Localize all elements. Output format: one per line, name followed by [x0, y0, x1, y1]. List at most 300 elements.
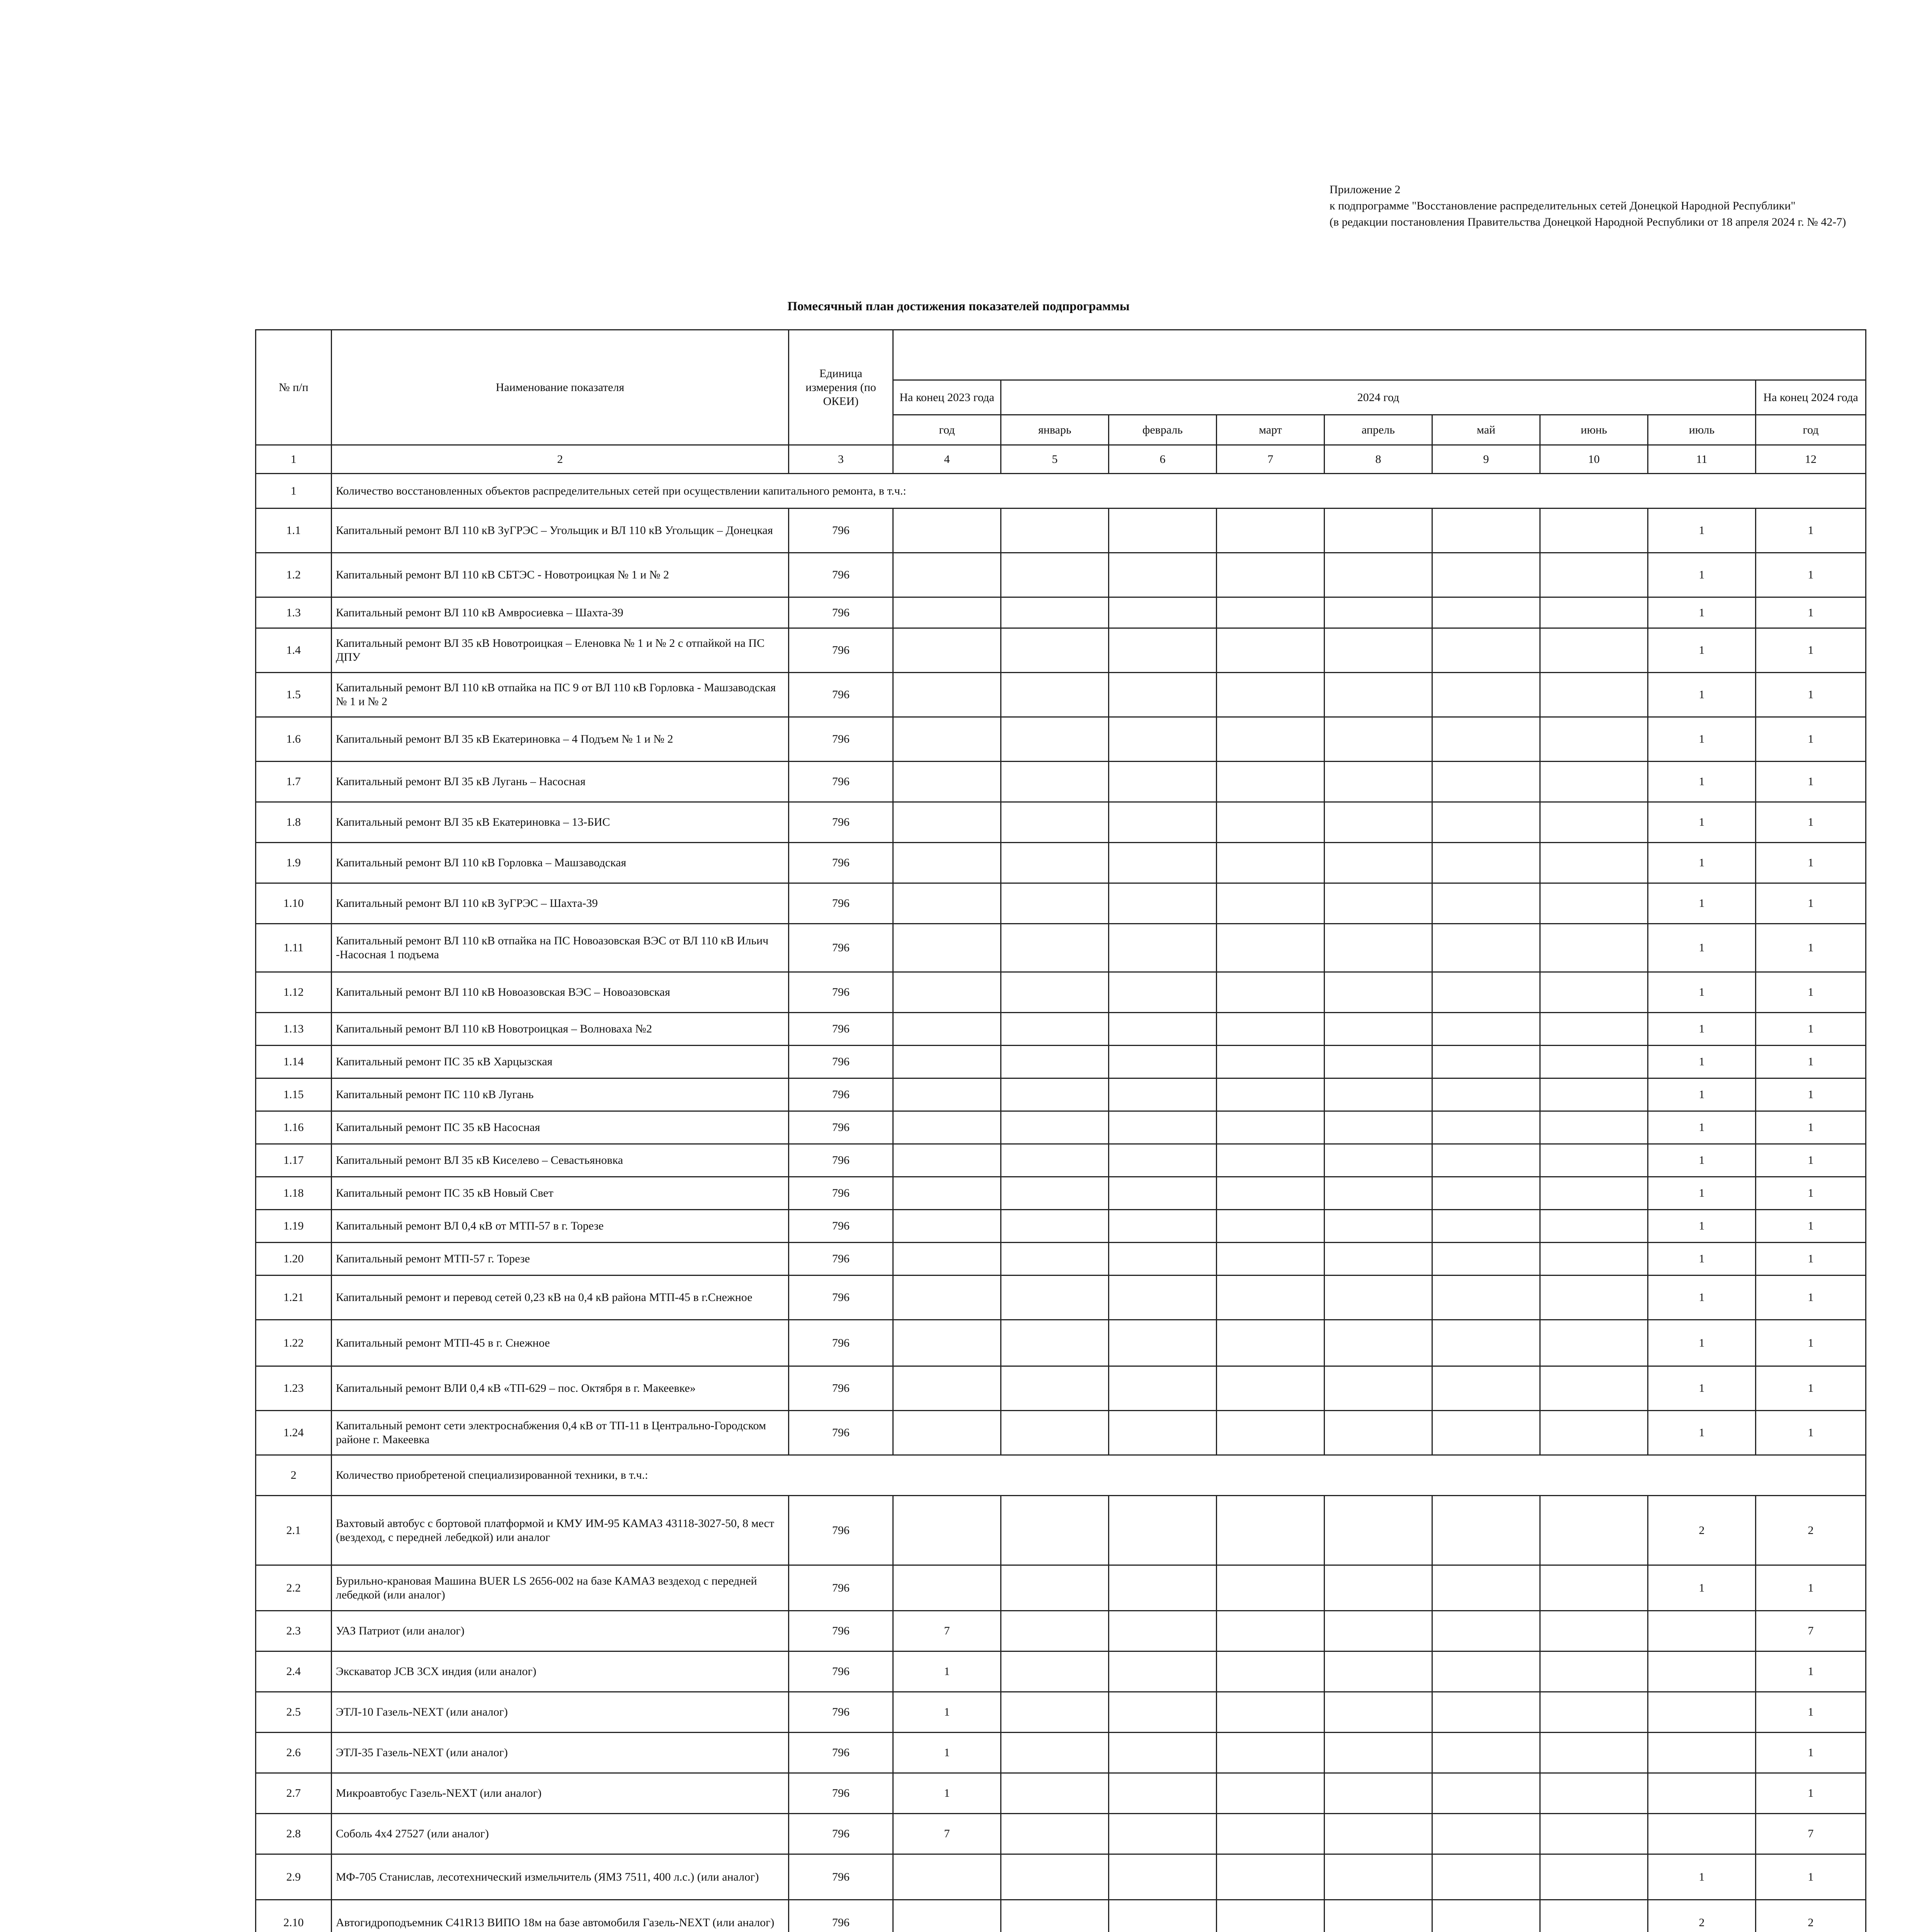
value-jun	[1540, 717, 1648, 762]
row-number: 1.14	[256, 1046, 332, 1078]
value-jan	[1001, 1900, 1109, 1932]
value-feb	[1109, 717, 1217, 762]
value-jul: 1	[1648, 1320, 1756, 1366]
header-month-jan: январь	[1001, 415, 1109, 445]
row-number: 1.22	[256, 1320, 332, 1366]
value-apr	[1325, 1320, 1432, 1366]
value-end-2023	[893, 1177, 1001, 1210]
value-jan	[1001, 1243, 1109, 1276]
value-feb	[1109, 1814, 1217, 1854]
value-mar	[1217, 1013, 1325, 1046]
row-number: 2.4	[256, 1651, 332, 1692]
value-end-2023	[893, 1013, 1001, 1046]
value-mar	[1217, 1854, 1325, 1900]
value-end-2024: 2	[1756, 1496, 1866, 1565]
value-feb	[1109, 628, 1217, 673]
value-end-2023	[893, 628, 1001, 673]
value-mar	[1217, 802, 1325, 843]
indicator-name: Капитальный ремонт ВЛ 110 кВ ЗуГРЭС – Шахта-39	[332, 883, 789, 924]
value-end-2023	[893, 673, 1001, 717]
row-number: 1.3	[256, 597, 332, 628]
value-end-2023	[893, 553, 1001, 597]
value-jan	[1001, 673, 1109, 717]
value-jan	[1001, 802, 1109, 843]
indicator-row	[256, 1243, 1866, 1276]
value-end-2024: 1	[1756, 1366, 1866, 1411]
value-jul: 1	[1648, 553, 1756, 597]
value-jan	[1001, 1046, 1109, 1078]
value-jun	[1540, 1013, 1648, 1046]
indicator-name: Автогидроподъемник С41R13 ВИПО 18м на базе автомобиля Газель-NEXT (или аналог)	[332, 1900, 789, 1932]
value-may	[1432, 1496, 1540, 1565]
indicator-name: Микроавтобус Газель-NEXT (или аналог)	[332, 1773, 789, 1814]
unit-code: 796	[789, 1177, 893, 1210]
indicator-row	[256, 1565, 1866, 1611]
indicator-row	[256, 1733, 1866, 1773]
value-jun	[1540, 802, 1648, 843]
value-may	[1432, 972, 1540, 1013]
value-end-2024: 1	[1756, 1320, 1866, 1366]
indicator-row	[256, 1651, 1866, 1692]
value-jan	[1001, 843, 1109, 883]
value-mar	[1217, 1177, 1325, 1210]
value-end-2023	[893, 1210, 1001, 1243]
indicator-name: Капитальный ремонт ВЛ 35 кВ Лугань – Насосная	[332, 762, 789, 802]
unit-code: 796	[789, 1900, 893, 1932]
indicator-name: ЭТЛ-35 Газель-NEXT (или аналог)	[332, 1733, 789, 1773]
value-apr	[1325, 628, 1432, 673]
value-may	[1432, 1320, 1540, 1366]
value-jul: 2	[1648, 1496, 1756, 1565]
row-number: 1.13	[256, 1013, 332, 1046]
value-jul: 1	[1648, 1177, 1756, 1210]
value-jul: 1	[1648, 673, 1756, 717]
value-may	[1432, 1046, 1540, 1078]
value-feb	[1109, 924, 1217, 972]
column-number: 2	[332, 445, 789, 474]
value-mar	[1217, 1210, 1325, 1243]
value-mar	[1217, 1733, 1325, 1773]
value-jan	[1001, 1814, 1109, 1854]
value-jul: 1	[1648, 1854, 1756, 1900]
row-number: 2.1	[256, 1496, 332, 1565]
value-apr	[1325, 1013, 1432, 1046]
indicator-row	[256, 1320, 1866, 1366]
row-number: 2.6	[256, 1733, 332, 1773]
value-apr	[1325, 1565, 1432, 1611]
indicator-name: Капитальный ремонт ПС 110 кВ Лугань	[332, 1078, 789, 1111]
value-apr	[1325, 1046, 1432, 1078]
value-mar	[1217, 553, 1325, 597]
section-row	[256, 1455, 1866, 1496]
value-jul: 1	[1648, 597, 1756, 628]
indicator-row	[256, 1210, 1866, 1243]
value-jan	[1001, 972, 1109, 1013]
value-jul: 1	[1648, 972, 1756, 1013]
value-jul: 1	[1648, 843, 1756, 883]
value-end-2023	[893, 802, 1001, 843]
indicator-name: Бурильно-крановая Машина BUER LS 2656-002 на базе КАМАЗ вездеход с передней лебедкой (или аналог)	[332, 1565, 789, 1611]
header-month-jun: июнь	[1540, 415, 1648, 445]
value-end-2023	[893, 1411, 1001, 1455]
unit-code: 796	[789, 1144, 893, 1177]
unit-code: 796	[789, 1210, 893, 1243]
row-number: 1	[256, 474, 332, 509]
value-end-2023	[893, 762, 1001, 802]
indicator-row	[256, 1411, 1866, 1455]
value-jan	[1001, 883, 1109, 924]
value-jul	[1648, 1773, 1756, 1814]
indicator-name: ЭТЛ-10 Газель-NEXT (или аналог)	[332, 1692, 789, 1733]
value-may	[1432, 924, 1540, 972]
value-jul: 1	[1648, 1111, 1756, 1144]
value-may	[1432, 1078, 1540, 1111]
indicator-row	[256, 553, 1866, 597]
value-jun	[1540, 924, 1648, 972]
unit-code: 796	[789, 1565, 893, 1611]
row-number: 1.10	[256, 883, 332, 924]
value-apr	[1325, 1900, 1432, 1932]
value-feb	[1109, 1320, 1217, 1366]
unit-code: 796	[789, 1276, 893, 1320]
unit-code: 796	[789, 673, 893, 717]
value-end-2024: 1	[1756, 1111, 1866, 1144]
value-jan	[1001, 628, 1109, 673]
value-may	[1432, 1814, 1540, 1854]
indicator-row	[256, 1177, 1866, 1210]
indicator-row	[256, 628, 1866, 673]
value-may	[1432, 1210, 1540, 1243]
unit-code: 796	[789, 972, 893, 1013]
value-feb	[1109, 1078, 1217, 1111]
value-end-2024: 1	[1756, 843, 1866, 883]
indicator-row	[256, 1611, 1866, 1651]
value-may	[1432, 553, 1540, 597]
value-may	[1432, 1013, 1540, 1046]
value-jul: 1	[1648, 1078, 1756, 1111]
header-end-2024: На конец 2024 года	[1756, 380, 1866, 415]
appendix-edition: (в редакции постановления Правительства Донецкой Народной Республики от 18 апреля 2024 г. № 42-7)	[1330, 216, 1846, 228]
value-jul: 1	[1648, 1366, 1756, 1411]
value-apr	[1325, 1651, 1432, 1692]
row-number: 1.21	[256, 1276, 332, 1320]
value-may	[1432, 762, 1540, 802]
value-mar	[1217, 717, 1325, 762]
appendix-subprogram: к подпрограмме "Восстановление распределительных сетей Донецкой Народной Республики"	[1330, 199, 1796, 212]
value-feb	[1109, 1177, 1217, 1210]
value-may	[1432, 843, 1540, 883]
value-end-2024: 1	[1756, 717, 1866, 762]
value-mar	[1217, 1078, 1325, 1111]
row-number: 1.18	[256, 1177, 332, 1210]
value-jul: 1	[1648, 1411, 1756, 1455]
unit-code: 796	[789, 1320, 893, 1366]
value-end-2023	[893, 717, 1001, 762]
value-feb	[1109, 1046, 1217, 1078]
row-number: 2.7	[256, 1773, 332, 1814]
value-feb	[1109, 1366, 1217, 1411]
value-apr	[1325, 924, 1432, 972]
value-end-2024: 1	[1756, 1210, 1866, 1243]
value-mar	[1217, 1651, 1325, 1692]
unit-code: 796	[789, 628, 893, 673]
value-may	[1432, 1565, 1540, 1611]
indicator-row	[256, 597, 1866, 628]
value-feb	[1109, 1733, 1217, 1773]
value-end-2024: 1	[1756, 1243, 1866, 1276]
value-jun	[1540, 1177, 1648, 1210]
value-jun	[1540, 628, 1648, 673]
column-number: 3	[789, 445, 893, 474]
value-apr	[1325, 972, 1432, 1013]
value-jan	[1001, 1565, 1109, 1611]
header-month-mar: март	[1217, 415, 1325, 445]
value-jan	[1001, 762, 1109, 802]
row-number: 1.9	[256, 843, 332, 883]
value-may	[1432, 1243, 1540, 1276]
row-number: 1.17	[256, 1144, 332, 1177]
value-mar	[1217, 1366, 1325, 1411]
row-number: 1.16	[256, 1111, 332, 1144]
value-jul: 1	[1648, 1210, 1756, 1243]
value-apr	[1325, 1411, 1432, 1455]
value-jul: 1	[1648, 924, 1756, 972]
indicator-name: Капитальный ремонт ВЛ 110 кВ Амвросиевка – Шахта-39	[332, 597, 789, 628]
value-jul: 1	[1648, 1565, 1756, 1611]
indicator-name: Капитальный ремонт ВЛ 110 кВ Горловка – Машзаводская	[332, 843, 789, 883]
value-jun	[1540, 1733, 1648, 1773]
header-month-feb: февраль	[1109, 415, 1217, 445]
unit-code: 796	[789, 1496, 893, 1565]
value-mar	[1217, 1276, 1325, 1320]
indicator-name: Капитальный ремонт МТП-45 в г. Снежное	[332, 1320, 789, 1366]
unit-code: 796	[789, 1733, 893, 1773]
indicator-row	[256, 1496, 1866, 1565]
indicator-name: Капитальный ремонт ВЛ 110 кВ отпайка на ПС Новоазовская ВЭС от ВЛ 110 кВ Ильич -Насосная 1 подъема	[332, 924, 789, 972]
value-mar	[1217, 883, 1325, 924]
value-may	[1432, 1692, 1540, 1733]
unit-code: 796	[789, 1046, 893, 1078]
value-end-2023	[893, 1496, 1001, 1565]
indicator-row	[256, 843, 1866, 883]
value-mar	[1217, 1565, 1325, 1611]
value-apr	[1325, 1773, 1432, 1814]
value-mar	[1217, 1814, 1325, 1854]
value-jan	[1001, 1773, 1109, 1814]
value-feb	[1109, 1773, 1217, 1814]
unit-code: 796	[789, 762, 893, 802]
value-end-2024: 1	[1756, 673, 1866, 717]
value-feb	[1109, 1276, 1217, 1320]
value-may	[1432, 628, 1540, 673]
value-jan	[1001, 1651, 1109, 1692]
indicator-row	[256, 1111, 1866, 1144]
indicator-row	[256, 1900, 1866, 1932]
value-jan	[1001, 1078, 1109, 1111]
value-may	[1432, 1144, 1540, 1177]
indicator-row	[256, 1854, 1866, 1900]
indicator-row	[256, 1078, 1866, 1111]
value-jun	[1540, 1276, 1648, 1320]
value-jun	[1540, 1078, 1648, 1111]
indicator-name: Капитальный ремонт ПС 35 кВ Новый Свет	[332, 1177, 789, 1210]
section-title: Количество восстановленных объектов распределительных сетей при осуществлении капитального ремонта, в т.ч.:	[332, 474, 1866, 509]
indicator-name: Соболь 4x4 27527 (или аналог)	[332, 1814, 789, 1854]
header-month-may: май	[1432, 415, 1540, 445]
header-month-apr: апрель	[1325, 415, 1432, 445]
value-may	[1432, 1854, 1540, 1900]
row-number: 1.2	[256, 553, 332, 597]
value-mar	[1217, 843, 1325, 883]
document-title: Помесячный план достижения показателей подпрограммы	[787, 299, 1130, 313]
value-jan	[1001, 924, 1109, 972]
unit-code: 796	[789, 1773, 893, 1814]
row-number: 2.3	[256, 1611, 332, 1651]
value-jul: 1	[1648, 1013, 1756, 1046]
value-jul	[1648, 1733, 1756, 1773]
indicator-name: Капитальный ремонт ВЛ 35 кВ Екатериновка – 13-БИС	[332, 802, 789, 843]
row-number: 1.5	[256, 673, 332, 717]
unit-code: 796	[789, 1611, 893, 1651]
row-number: 1.19	[256, 1210, 332, 1243]
indicator-name: Капитальный ремонт ВЛ 110 кВ ЗуГРЭС – Угольщик и ВЛ 110 кВ Угольщик – Донецкая	[332, 509, 789, 553]
value-jan	[1001, 1013, 1109, 1046]
column-number: 11	[1648, 445, 1756, 474]
value-jan	[1001, 509, 1109, 553]
value-feb	[1109, 1496, 1217, 1565]
value-end-2023	[893, 1111, 1001, 1144]
row-number: 2.5	[256, 1692, 332, 1733]
value-apr	[1325, 1144, 1432, 1177]
value-apr	[1325, 802, 1432, 843]
value-may	[1432, 1276, 1540, 1320]
value-mar	[1217, 1111, 1325, 1144]
value-end-2023	[893, 1078, 1001, 1111]
value-jul: 1	[1648, 802, 1756, 843]
value-jun	[1540, 1814, 1648, 1854]
value-apr	[1325, 553, 1432, 597]
value-feb	[1109, 1144, 1217, 1177]
indicator-name: Вахтовый автобус с бортовой платформой и КМУ ИМ-95 КАМАЗ 43118-3027-50, 8 мест (вездеход, с передней лебедкой) или аналог	[332, 1496, 789, 1565]
value-jul: 1	[1648, 717, 1756, 762]
value-may	[1432, 1177, 1540, 1210]
indicator-row	[256, 1692, 1866, 1733]
indicator-row	[256, 883, 1866, 924]
value-jul	[1648, 1611, 1756, 1651]
value-apr	[1325, 1243, 1432, 1276]
value-end-2023: 7	[893, 1611, 1001, 1651]
value-may	[1432, 1900, 1540, 1932]
value-mar	[1217, 762, 1325, 802]
header-god: год	[893, 415, 1001, 445]
value-may	[1432, 509, 1540, 553]
value-end-2023: 7	[893, 1814, 1001, 1854]
value-end-2023: 1	[893, 1773, 1001, 1814]
unit-code: 796	[789, 553, 893, 597]
row-number: 1.15	[256, 1078, 332, 1111]
value-jun	[1540, 1773, 1648, 1814]
value-jun	[1540, 1900, 1648, 1932]
header-blank	[893, 330, 1866, 380]
value-feb	[1109, 1900, 1217, 1932]
value-mar	[1217, 597, 1325, 628]
value-jul	[1648, 1651, 1756, 1692]
value-jul: 1	[1648, 509, 1756, 553]
value-end-2024: 1	[1756, 1854, 1866, 1900]
value-jan	[1001, 1496, 1109, 1565]
value-end-2024: 1	[1756, 1078, 1866, 1111]
row-number: 1.20	[256, 1243, 332, 1276]
value-may	[1432, 717, 1540, 762]
value-jan	[1001, 553, 1109, 597]
value-jun	[1540, 843, 1648, 883]
unit-code: 796	[789, 1078, 893, 1111]
value-may	[1432, 1733, 1540, 1773]
unit-code: 796	[789, 883, 893, 924]
value-mar	[1217, 1411, 1325, 1455]
unit-code: 796	[789, 843, 893, 883]
indicator-row	[256, 673, 1866, 717]
value-jun	[1540, 1411, 1648, 1455]
column-number: 5	[1001, 445, 1109, 474]
indicator-row	[256, 1144, 1866, 1177]
value-feb	[1109, 762, 1217, 802]
header-name: Наименование показателя	[332, 330, 789, 445]
value-feb	[1109, 673, 1217, 717]
value-apr	[1325, 883, 1432, 924]
value-feb	[1109, 802, 1217, 843]
column-number: 10	[1540, 445, 1648, 474]
value-end-2024: 7	[1756, 1611, 1866, 1651]
indicator-name: Капитальный ремонт ВЛ 110 кВ Новоазовская ВЭС – Новоазовская	[332, 972, 789, 1013]
value-apr	[1325, 1366, 1432, 1411]
value-apr	[1325, 1692, 1432, 1733]
unit-code: 796	[789, 1013, 893, 1046]
value-jul: 1	[1648, 628, 1756, 673]
value-jun	[1540, 1210, 1648, 1243]
value-end-2023	[893, 843, 1001, 883]
indicator-name: МФ-705 Станислав, лесотехнический измельчитель (ЯМЗ 7511, 400 л.с.) (или аналог)	[332, 1854, 789, 1900]
plan-table	[255, 329, 1866, 1932]
value-mar	[1217, 972, 1325, 1013]
value-end-2024: 1	[1756, 628, 1866, 673]
unit-code: 796	[789, 1111, 893, 1144]
indicator-name: Капитальный ремонт ВЛ 110 кВ СБТЭС - Новотроицкая № 1 и № 2	[332, 553, 789, 597]
value-jan	[1001, 1411, 1109, 1455]
value-jun	[1540, 1651, 1648, 1692]
row-number: 1.23	[256, 1366, 332, 1411]
row-number: 2.8	[256, 1814, 332, 1854]
value-end-2023	[893, 1243, 1001, 1276]
value-feb	[1109, 1210, 1217, 1243]
value-jan	[1001, 1611, 1109, 1651]
value-may	[1432, 1366, 1540, 1411]
value-end-2024: 1	[1756, 1651, 1866, 1692]
unit-code: 796	[789, 1651, 893, 1692]
value-end-2023	[893, 1320, 1001, 1366]
value-may	[1432, 1611, 1540, 1651]
value-jul: 1	[1648, 762, 1756, 802]
value-end-2024: 1	[1756, 762, 1866, 802]
value-apr	[1325, 1733, 1432, 1773]
value-mar	[1217, 1611, 1325, 1651]
column-number: 4	[893, 445, 1001, 474]
value-may	[1432, 883, 1540, 924]
value-mar	[1217, 924, 1325, 972]
column-number: 8	[1325, 445, 1432, 474]
unit-code: 796	[789, 1243, 893, 1276]
indicator-name: Капитальный ремонт ПС 35 кВ Насосная	[332, 1111, 789, 1144]
